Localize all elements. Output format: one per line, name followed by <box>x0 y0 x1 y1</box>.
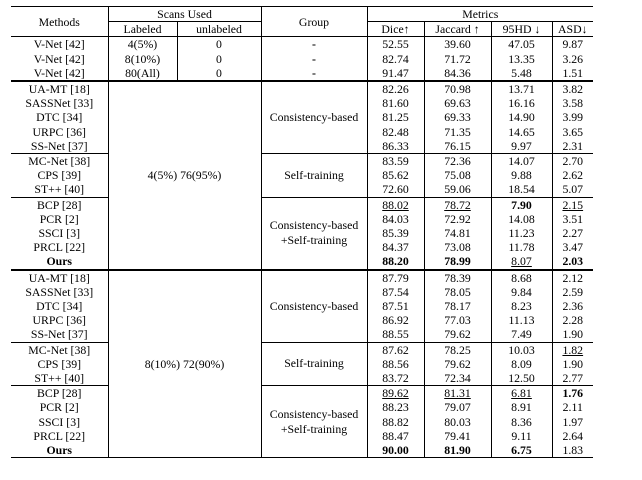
hd95-cell: 6.81 <box>491 386 552 401</box>
labeled-cell: 4(5%) <box>108 37 177 52</box>
group-cell-self-training: Self-training <box>261 342 367 386</box>
hd95-cell: 8.23 <box>491 299 552 313</box>
method-cell: V-Net [42] <box>33 65 85 80</box>
asd-cell: 2.03 <box>552 254 593 269</box>
asd-cell: 5.07 <box>552 182 593 197</box>
asd-cell: 3.51 <box>552 212 593 226</box>
scans-cell: 4(5%) 76(95%) <box>108 81 261 270</box>
dice-cell: 52.55 <box>367 37 424 52</box>
method-cell: CPS [39] <box>37 168 82 183</box>
asd-cell: 1.51 <box>552 66 593 81</box>
results-table-container <box>11 6 593 458</box>
unlabeled-cell: 0 <box>177 52 261 66</box>
hd95-header: 95HD ↓ <box>491 22 552 37</box>
jaccard-cell: 75.08 <box>424 168 491 182</box>
methods-header: Methods <box>11 7 108 37</box>
hd95-cell: 16.16 <box>491 96 552 110</box>
asd-cell: 3.65 <box>552 125 593 139</box>
method-cell: UA-MT [18] <box>11 270 108 285</box>
hd95-cell: 11.13 <box>491 313 552 327</box>
results-table <box>11 6 593 458</box>
method-cell: ST++ [40] <box>34 182 85 197</box>
table-row <box>11 197 593 212</box>
labeled-cell: 8(10%) <box>108 52 177 66</box>
jaccard-cell: 69.33 <box>424 110 491 124</box>
asd-cell: 9.87 <box>552 37 593 52</box>
jaccard-cell: 78.72 <box>424 197 491 212</box>
table-row <box>11 52 593 66</box>
asd-cell: 1.97 <box>552 415 593 429</box>
jaccard-cell: 79.62 <box>424 357 491 371</box>
method-cell: CPS [39] <box>37 356 82 371</box>
method-cell: V-Net [42] <box>33 51 85 66</box>
hd95-cell: 9.97 <box>491 139 552 154</box>
dice-cell: 87.54 <box>367 285 424 299</box>
asd-cell: 2.59 <box>552 285 593 299</box>
table-row <box>11 342 593 357</box>
hd95-cell: 8.09 <box>491 357 552 371</box>
hd95-cell: 47.05 <box>491 37 552 52</box>
dice-cell: 85.62 <box>367 168 424 182</box>
jaccard-cell: 72.92 <box>424 212 491 226</box>
table-row <box>11 81 593 96</box>
method-cell: SASSNet [33] <box>25 284 94 299</box>
hd95-cell: 9.88 <box>491 168 552 182</box>
dice-cell: 83.59 <box>367 154 424 169</box>
method-cell: SS-Net [37] <box>30 138 88 153</box>
jaccard-cell: 71.35 <box>424 125 491 139</box>
jaccard-cell: 78.25 <box>424 342 491 357</box>
method-cell: PRCL [22] <box>33 428 86 443</box>
labeled-cell: 80(All) <box>108 66 177 81</box>
dice-cell: 88.47 <box>367 429 424 443</box>
jaccard-cell: 39.60 <box>424 37 491 52</box>
jaccard-cell: 69.63 <box>424 96 491 110</box>
jaccard-cell: 76.15 <box>424 139 491 154</box>
method-cell: Ours <box>11 443 108 458</box>
asd-cell: 3.99 <box>552 110 593 124</box>
hd95-cell: 7.49 <box>491 327 552 342</box>
unlabeled-cell: 0 <box>177 37 261 52</box>
hd95-cell: 11.23 <box>491 226 552 240</box>
asd-cell: 1.76 <box>552 386 593 401</box>
asd-cell: 1.83 <box>552 443 593 458</box>
method-cell: URPC [36] <box>32 313 86 328</box>
group-combined-line-1: Consistency-based <box>269 406 359 421</box>
method-cell: DTC [34] <box>36 110 83 125</box>
jaccard-cell: 79.41 <box>424 429 491 443</box>
group-cell: - <box>261 66 367 81</box>
method-cell: PCR [2] <box>39 211 79 226</box>
asd-header: ASD↓ <box>552 22 593 37</box>
jaccard-cell: 84.36 <box>424 66 491 81</box>
table-row <box>11 154 593 169</box>
hd95-cell: 13.71 <box>491 81 552 96</box>
asd-cell: 2.28 <box>552 313 593 327</box>
dice-cell: 88.55 <box>367 327 424 342</box>
dice-cell: 72.60 <box>367 182 424 197</box>
dice-cell: 87.62 <box>367 342 424 357</box>
jaccard-cell: 70.98 <box>424 81 491 96</box>
jaccard-cell: 81.31 <box>424 386 491 401</box>
scans-used-header: Scans Used <box>108 7 261 22</box>
dice-cell: 88.23 <box>367 400 424 414</box>
unlabeled-cell: 0 <box>177 66 261 81</box>
group-cell-combined <box>261 197 367 270</box>
dice-cell: 83.72 <box>367 371 424 386</box>
method-cell: PRCL [22] <box>33 240 86 255</box>
dice-cell: 86.92 <box>367 313 424 327</box>
group-cell-combined <box>261 386 367 458</box>
unlabeled-header: unlabeled <box>177 22 261 37</box>
dice-cell: 85.39 <box>367 226 424 240</box>
asd-cell: 2.31 <box>552 139 593 154</box>
jaccard-cell: 71.72 <box>424 52 491 66</box>
method-cell: MC-Net [38] <box>11 342 108 357</box>
asd-cell: 2.77 <box>552 371 593 386</box>
asd-cell: 2.64 <box>552 429 593 443</box>
group-combined-line-2: +Self-training <box>280 421 348 436</box>
hd95-cell: 12.50 <box>491 371 552 386</box>
method-cell: URPC [36] <box>32 124 86 139</box>
hd95-cell: 8.91 <box>491 400 552 414</box>
asd-cell: 3.26 <box>552 52 593 66</box>
table-row <box>11 37 593 52</box>
table-row <box>11 270 593 285</box>
jaccard-cell: 74.81 <box>424 226 491 240</box>
dice-cell: 87.51 <box>367 299 424 313</box>
hd95-cell: 5.48 <box>491 66 552 81</box>
asd-cell: 3.47 <box>552 240 593 254</box>
hd95-cell: 10.03 <box>491 342 552 357</box>
jaccard-cell: 78.17 <box>424 299 491 313</box>
asd-cell: 1.90 <box>552 357 593 371</box>
hd95-cell: 8.68 <box>491 270 552 285</box>
labeled-header: Labeled <box>108 22 177 37</box>
jaccard-cell: 79.07 <box>424 400 491 414</box>
hd95-cell: 6.75 <box>491 443 552 458</box>
table-row <box>11 386 593 401</box>
dice-cell: 86.33 <box>367 139 424 154</box>
jaccard-cell: 78.39 <box>424 270 491 285</box>
group-cell: - <box>261 37 367 52</box>
jaccard-cell: 78.99 <box>424 254 491 269</box>
jaccard-cell: 77.03 <box>424 313 491 327</box>
dice-cell: 87.79 <box>367 270 424 285</box>
method-cell: ST++ [40] <box>34 371 85 386</box>
dice-cell: 84.03 <box>367 212 424 226</box>
dice-cell: 84.37 <box>367 240 424 254</box>
hd95-cell: 14.65 <box>491 125 552 139</box>
jaccard-cell: 78.05 <box>424 285 491 299</box>
hd95-cell: 14.90 <box>491 110 552 124</box>
hd95-cell: 18.54 <box>491 182 552 197</box>
method-cell: V-Net [42] <box>33 37 85 52</box>
hd95-cell: 8.07 <box>491 254 552 269</box>
method-cell: SSCI [3] <box>38 226 81 241</box>
hd95-cell: 11.78 <box>491 240 552 254</box>
dice-cell: 81.25 <box>367 110 424 124</box>
dice-cell: 82.26 <box>367 81 424 96</box>
method-cell: UA-MT [18] <box>11 81 108 96</box>
asd-cell: 1.82 <box>552 342 593 357</box>
hd95-cell: 8.36 <box>491 415 552 429</box>
group-cell-consistency: Consistency-based <box>261 270 367 343</box>
dice-cell: 88.02 <box>367 197 424 212</box>
method-cell: Ours <box>46 254 73 269</box>
method-cell: MC-Net [38] <box>11 154 108 169</box>
dice-cell: 88.20 <box>367 254 424 269</box>
dice-cell: 82.74 <box>367 52 424 66</box>
jaccard-cell: 80.03 <box>424 415 491 429</box>
method-cell: PCR [2] <box>39 400 79 415</box>
dice-cell: 88.56 <box>367 357 424 371</box>
jaccard-cell: 73.08 <box>424 240 491 254</box>
group-combined-line-2: +Self-training <box>280 233 348 248</box>
dice-cell: 91.47 <box>367 66 424 81</box>
asd-cell: 1.90 <box>552 327 593 342</box>
asd-cell: 2.12 <box>552 270 593 285</box>
asd-cell: 2.62 <box>552 168 593 182</box>
jaccard-cell: 72.36 <box>424 154 491 169</box>
jaccard-cell: 59.06 <box>424 182 491 197</box>
scans-cell: 8(10%) 72(90%) <box>108 270 261 458</box>
asd-cell: 2.11 <box>552 400 593 414</box>
hd95-cell: 7.90 <box>491 197 552 212</box>
group-combined-line-1: Consistency-based <box>269 218 359 233</box>
group-cell-self-training: Self-training <box>261 154 367 198</box>
hd95-cell: 9.11 <box>491 429 552 443</box>
group-cell-consistency: Consistency-based <box>261 81 367 154</box>
method-cell: BCP [28] <box>11 197 108 212</box>
asd-cell: 3.58 <box>552 96 593 110</box>
dice-cell: 88.82 <box>367 415 424 429</box>
asd-cell: 2.36 <box>552 299 593 313</box>
asd-cell: 2.15 <box>552 197 593 212</box>
method-cell: DTC [34] <box>36 299 83 314</box>
hd95-cell: 13.35 <box>491 52 552 66</box>
header-row-1 <box>11 7 593 22</box>
hd95-cell: 14.08 <box>491 212 552 226</box>
dice-cell: 90.00 <box>367 443 424 458</box>
jaccard-cell: 72.34 <box>424 371 491 386</box>
method-cell: SS-Net [37] <box>30 327 88 342</box>
jaccard-header: Jaccard ↑ <box>424 22 491 37</box>
asd-cell: 3.82 <box>552 81 593 96</box>
dice-cell: 81.60 <box>367 96 424 110</box>
dice-cell: 82.48 <box>367 125 424 139</box>
method-cell: BCP [28] <box>11 386 108 401</box>
asd-cell: 2.70 <box>552 154 593 169</box>
jaccard-cell: 79.62 <box>424 327 491 342</box>
method-cell: SSCI [3] <box>38 414 81 429</box>
jaccard-cell: 81.90 <box>424 443 491 458</box>
group-cell: - <box>261 52 367 66</box>
asd-cell: 2.27 <box>552 226 593 240</box>
hd95-cell: 14.07 <box>491 154 552 169</box>
dice-header: Dice↑ <box>367 22 424 37</box>
table-row <box>11 66 593 81</box>
dice-cell: 89.62 <box>367 386 424 401</box>
group-header: Group <box>261 7 367 37</box>
hd95-cell: 9.84 <box>491 285 552 299</box>
metrics-header: Metrics <box>367 7 593 22</box>
method-cell: SASSNet [33] <box>25 96 94 111</box>
